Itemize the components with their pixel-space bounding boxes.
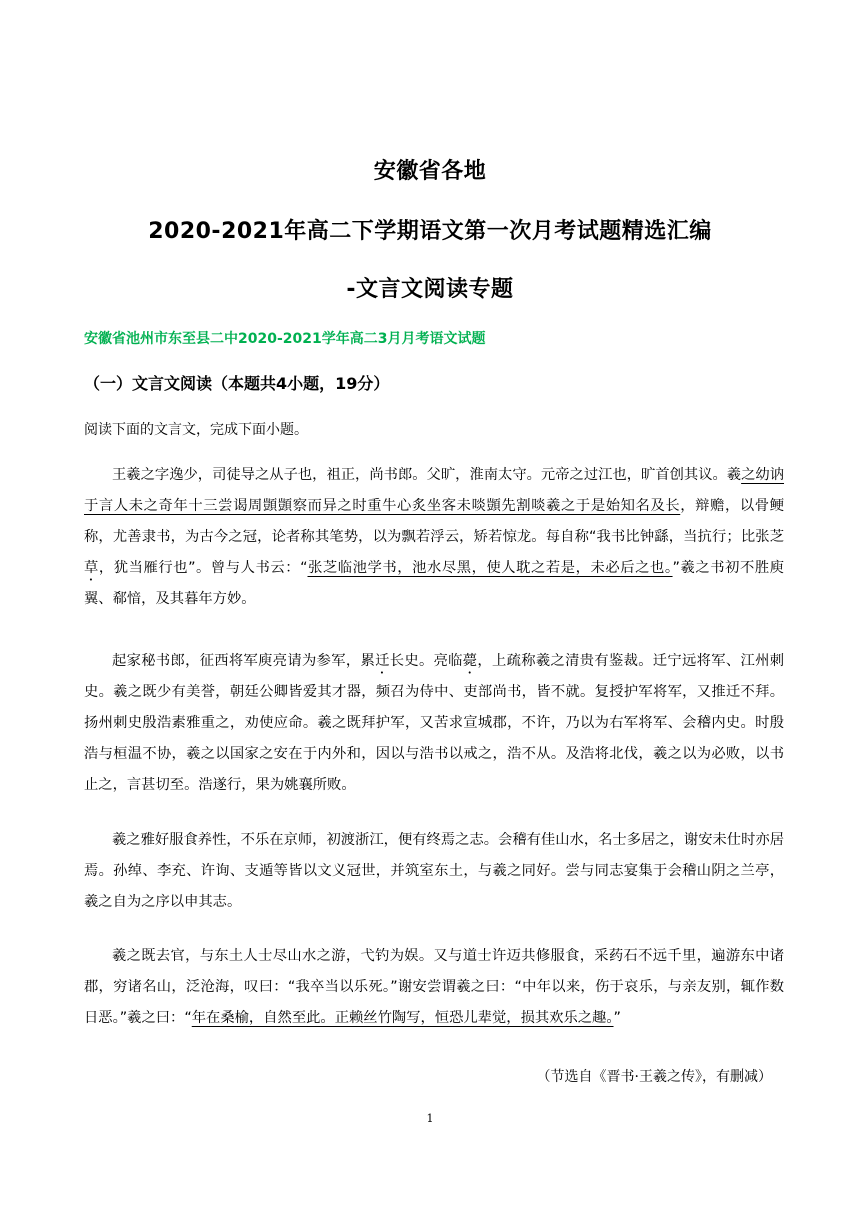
p4-text-a: 羲之既去官，与东土人士尽山水之游，弋钓为娱。又与道士许迈共修服食，采药石不远千里，遍游东中诸郡，穷诸名山，泛沧海，叹曰：“我卒当以乐死。”谢安尝谓羲之曰：“中年以来，伤于哀乐，与亲友别，辄作数日恶。”羲之曰：“ (84, 948, 784, 1026)
doc-title-line-1: 安徽省各地 (373, 159, 487, 184)
page-number: 1 (426, 1112, 434, 1125)
p1-underlined-sentence-1: 之幼讷于言人未之奇年十三尝谒周顗顗察而异之时重牛心炙坐客未啖顗先割啖羲之于是始知名及长 (84, 467, 785, 514)
instruction-text: 阅读下面的文言文，完成下面小题。 (84, 422, 308, 438)
p3-text: 羲之雅好服食养性，不乐在京师，初渡浙江，便有终焉之志。会稽有佳山水，名士多居之，谢安未仕时亦居焉。孙绰、李充、许询、支遁等皆以文义冠世，并筑室东土，与羲之同好。尝与同志宴集于会稽山阴之兰亭，羲之自为之序以申其志。 (84, 832, 784, 910)
section-heading: （一）文言文阅读（本题共4小题，19分） (84, 374, 390, 393)
p1-dotted-word: 草 (84, 560, 99, 576)
p4-underlined-sentence: 年在桑榆，自然至此。正赖丝竹陶写，恒恐儿辈觉，损其欢乐之趣。 (191, 1010, 614, 1026)
passage-paragraph-4 (84, 941, 784, 1034)
p2-text-c: ，上疏称羲之清贵有鉴裁。迁宁远将军、江州刺史。羲之既少有美誉，朝廷公卿皆爱其才器，频召为侍中、吏部尚书，皆不就。复授护军将军，又推迁不拜。扬州刺史殷浩素雅重之，劝使应命。羲之既拜护军，又苦求宣城郡，不许，乃以为右军将军、会稽内史。时殷浩与桓温不协，羲之以国家之安在于内外和，因以与浩书以戒之，浩不从。及浩将北伐，羲之以为必败，以书止之，言甚切至。浩遂行，果为姚襄所败。 (84, 653, 785, 793)
passage-paragraph-1 (84, 460, 784, 615)
p1-text-b: ，辩赡，以骨鲠称，尤善隶书，为古今之冠，论者称其笔势，以为飘若浮云，矫若惊龙。每自称“我书比钟繇，当抗行；比张芝 (84, 498, 785, 545)
passage-paragraph-3 (84, 825, 784, 918)
p2-dotted-word-2: 薨 (462, 653, 478, 669)
doc-title-line-2: 2020-2021年高二下学期语文第一次月考试题精选汇编 (148, 219, 712, 244)
passage-paragraph-2 (84, 646, 784, 801)
p2-text-b: 长史。亮临 (389, 653, 463, 669)
p4-text-b: ” (613, 1010, 621, 1026)
p1-underlined-sentence-2: 张芝临池学书，池水尽黑，使人耽之若是，未必后之也。 (307, 560, 673, 576)
source-note: （节选自《晋书·王羲之传》，有删减） (536, 1069, 772, 1085)
p2-text-a: 起家秘书郎，征西将军庾亮请为参军，累 (112, 653, 376, 669)
p1-text-c: ，犹当雁行也”。曾与人书云：“ (98, 560, 308, 576)
doc-title-line-3: -文言文阅读专题 (346, 277, 514, 302)
p1-text-a: 王羲之字逸少，司徒导之从子也，祖正，尚书郎。父旷，淮南太守。元帝之过江也，旷首创其议。羲 (112, 467, 742, 483)
exam-source-heading: 安徽省池州市东至县二中2020-2021学年高二3月月考语文试题 (84, 331, 486, 347)
p1-text-d: ”羲之书初不胜庾翼、郗愔，及其暮年方妙。 (84, 560, 785, 607)
p2-dotted-word-1: 迁 (375, 653, 390, 669)
